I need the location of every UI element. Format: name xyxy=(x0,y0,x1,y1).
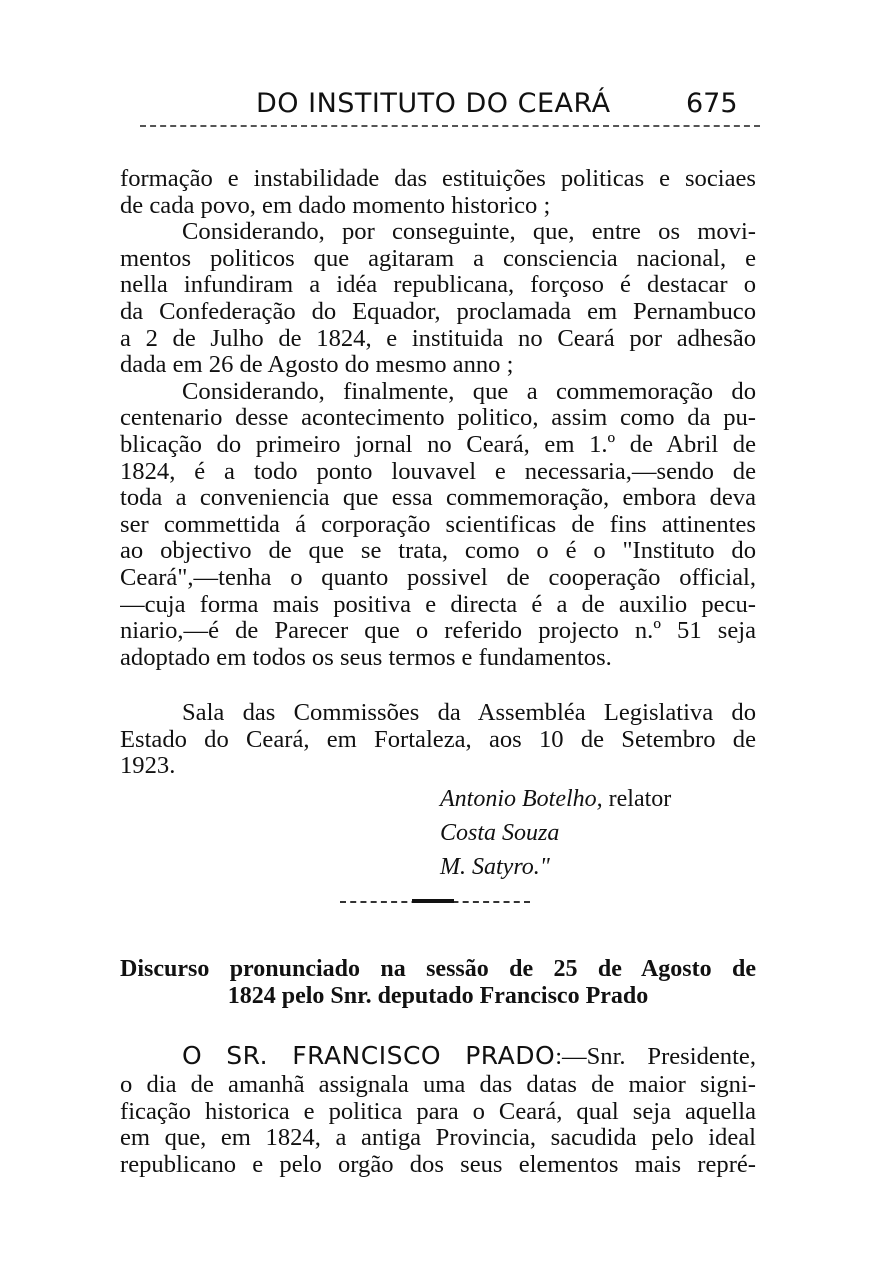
text-line: Ceará",—tenha o quanto possivel de cooperação official, xyxy=(120,564,756,591)
text-line: centenario desse acontecimento politico, assim como da pu- xyxy=(120,405,756,432)
text-line: 1824, é a todo ponto louvavel e necessaria,—sendo de xyxy=(120,458,756,485)
speech-opening-text: :—Snr. Presidente, xyxy=(555,1043,756,1070)
running-header xyxy=(250,88,760,128)
sala-paragraph xyxy=(120,700,756,780)
text-line: Considerando, finalmente, que a commemoração do xyxy=(182,378,756,405)
text-line: toda a conveniencia que essa commemoração, embora deva xyxy=(120,485,756,512)
signature-name: Antonio Botelho, xyxy=(440,786,603,812)
signature-relator xyxy=(440,782,671,816)
text-line: a 2 de Julho de 1824, e instituida no Ceará por adhesão xyxy=(120,325,756,352)
page-number: 675 xyxy=(686,88,738,119)
separator-ornament xyxy=(412,899,454,903)
signature-name: Costa Souza xyxy=(440,820,560,846)
text-line: o dia de amanhã assignala uma das datas de maior signi- xyxy=(120,1072,756,1098)
text-line: dada em 26 de Agosto do mesmo anno ; xyxy=(120,352,514,379)
text-line: nella infundiram a idéa republicana, forçoso é destacar o xyxy=(120,272,756,299)
text-line: Considerando, por conseguinte, que, entre os movi- xyxy=(182,219,756,246)
text-line: em que, em 1824, a antiga Provincia, sacudida pelo ideal xyxy=(120,1125,756,1152)
text-line: ser commettida á corporação scientificas de fins attinentes xyxy=(120,511,756,538)
text-line: niario,—é de Parecer que o referido projecto n.º 51 seja xyxy=(120,618,756,645)
signature-name: M. Satyro." xyxy=(440,854,550,880)
signature-role: relator xyxy=(608,786,672,812)
text-line: —cuja forma mais positiva e directa é a de auxilio pecu- xyxy=(120,591,756,618)
text-line: formação e instabilidade das estituições politicas e sociaes xyxy=(120,166,756,192)
text-line: republicano e pelo orgão dos seus elementos mais repré- xyxy=(120,1151,756,1178)
signatures xyxy=(440,782,671,884)
title-line: 1824 pelo Snr. deputado Francisco Prado xyxy=(227,982,649,1009)
text-line: blicação do primeiro jornal no Ceará, em 1.º de Abril de xyxy=(120,431,756,458)
running-title: DO INSTITUTO DO CEARÁ xyxy=(256,88,611,119)
text-line: adoptado em todos os seus termos e fundamentos. xyxy=(120,644,612,671)
text-line: 1923. xyxy=(120,753,176,780)
discurso-title xyxy=(120,956,756,1009)
speaker-name: O SR. FRANCISCO PRADO xyxy=(182,1041,556,1070)
text-line: de cada povo, em dado momento historico ; xyxy=(120,192,551,219)
text-line: Estado do Ceará, em Fortaleza, aos 10 de Setembro de xyxy=(120,726,756,753)
text-line: ao objectivo de que se trata, como o é o "Instituto do xyxy=(120,538,756,565)
title-line: Discurso pronunciado na sessão de 25 de Agosto de xyxy=(120,956,756,982)
speech-text xyxy=(120,1040,756,1178)
text-line: da Confederação do Equador, proclamada em Pernambuco xyxy=(120,298,756,325)
parecer-text xyxy=(120,166,756,671)
text-line: Sala das Commissões da Assembléa Legislativa do xyxy=(182,700,756,726)
speech-opening xyxy=(120,1040,756,1072)
text-line: ficação historica e politica para o Ceará, qual seja aquella xyxy=(120,1098,756,1125)
text-line: mentos politicos que agitaram a consciencia nacional, e xyxy=(120,245,756,272)
header-rule xyxy=(140,125,760,127)
